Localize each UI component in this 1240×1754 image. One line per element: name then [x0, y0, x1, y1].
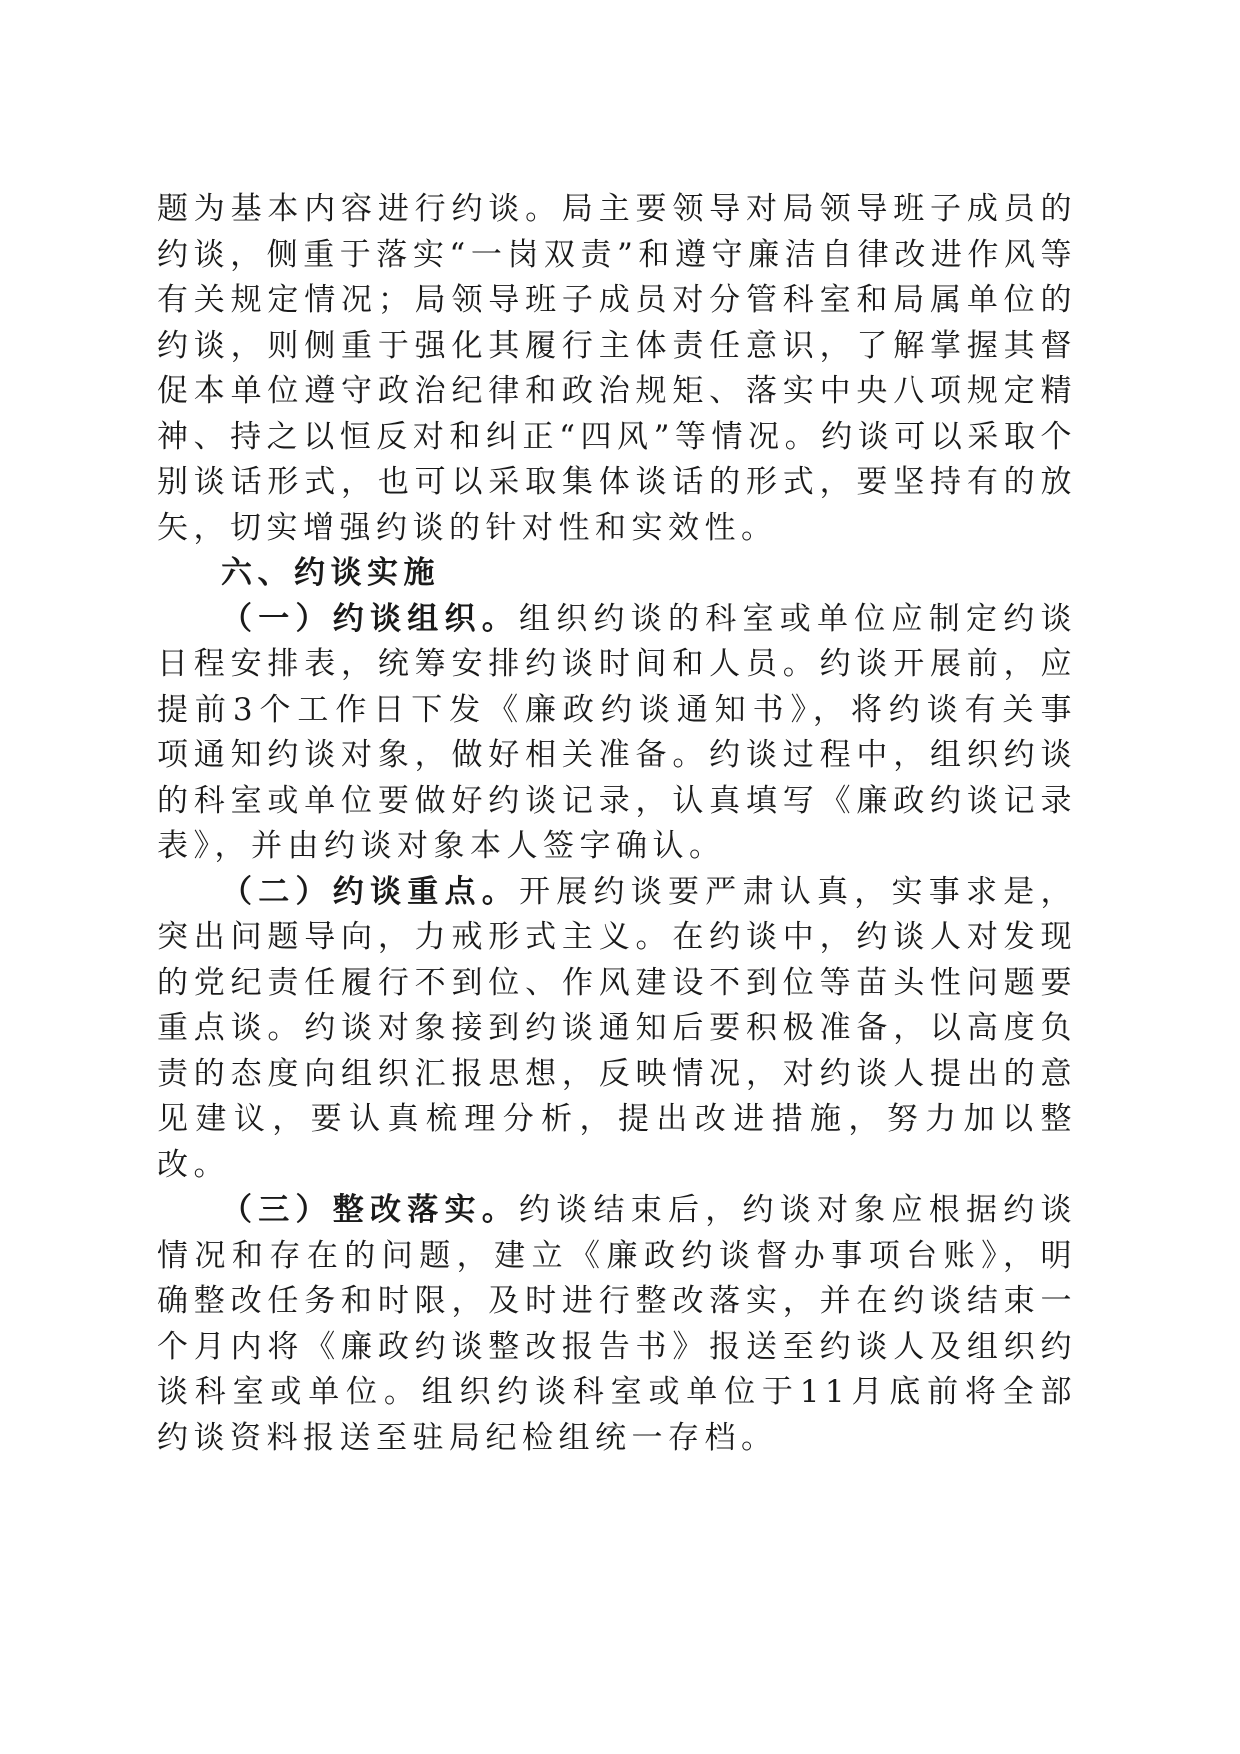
paragraph-item-2 — [157, 870, 1077, 1189]
item-3-title: （三）整改落实。 — [221, 1192, 519, 1228]
item-3-body: 约谈结束后，约谈对象应根据约谈情况和存在的问题，建立《廉政约谈督办事项台账》，明确整改任务和时限，及时进行整改落实，并在约谈结束一个月内将《廉政约谈整改报告书》报送至约谈人及组织约谈科室或单位。组织约谈科室或单位于11月底前将全部约谈资料报送至驻局纪检组统一存档。 — [157, 1192, 1077, 1456]
item-1-title: （一）约谈组织。 — [221, 600, 519, 637]
paragraph-intro: 题为基本内容进行约谈。局主要领导对局领导班子成员的约谈，侧重于落实“一岗双责”和遵守廉洁自律改进作风等有关规定情况；局领导班子成员对分管科室和局属单位的约谈，则侧重于强化其履行主体责任意识，了解掌握其督促本单位遵守政治纪律和政治规矩、落实中央八项规定精神、持之以恒反对和纠正“四风”等情况。约谈可以采取个别谈话形式，也可以采取集体谈话的形式，要坚持有的放矢，切实增强约谈的针对性和实效性。 — [157, 191, 1077, 546]
document-body — [157, 187, 1077, 1461]
section-heading: 六、约谈实施 — [221, 555, 440, 591]
paragraph-item-3 — [157, 1188, 1077, 1461]
item-2-body: 开展约谈要严肃认真，实事求是，突出问题导向，力戒形式主义。在约谈中，约谈人对发现的党纪责任履行不到位、作风建设不到位等苗头性问题要重点谈。约谈对象接到约谈通知后要积极准备，以高度负责的态度向组织汇报思想，反映情况，对约谈人提出的意见建议，要认真梳理分析，提出改进措施，努力加以整改。 — [157, 873, 1077, 1183]
item-1-body: 组织约谈的科室或单位应制定约谈日程安排表，统筹安排约谈时间和人员。约谈开展前，应提前3个工作日下发《廉政约谈通知书》，将约谈有关事项通知约谈对象，做好相关准备。约谈过程中，组织约谈的科室或单位要做好约谈记录，认真填写《廉政约谈记录表》，并由约谈对象本人签字确认。 — [157, 600, 1077, 864]
paragraph-item-1 — [157, 597, 1077, 870]
item-2-title: （二）约谈重点。 — [221, 873, 519, 910]
